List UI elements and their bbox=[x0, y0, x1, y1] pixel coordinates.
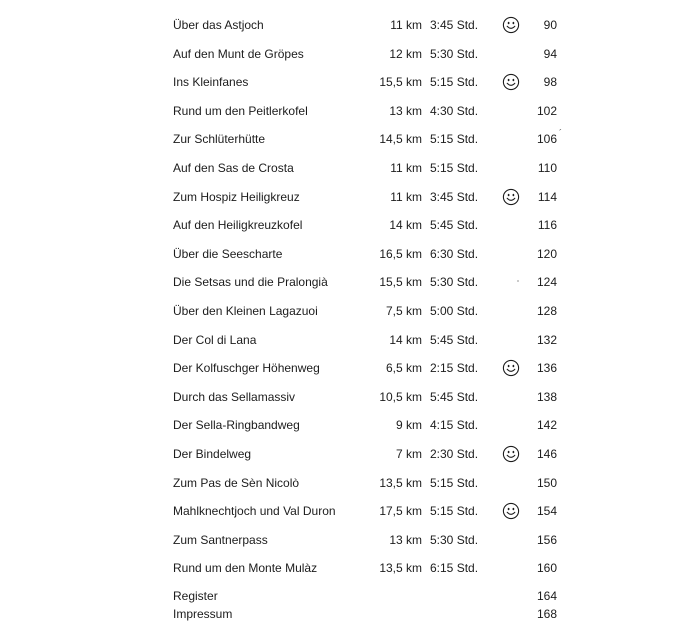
page-number: 142 bbox=[536, 418, 557, 433]
tour-title: Mahlknechtjoch und Val Duron bbox=[173, 504, 336, 519]
tour-title: Der Kolfuschger Höhenweg bbox=[173, 361, 320, 376]
tour-entry bbox=[0, 417, 673, 433]
tour-entry bbox=[0, 46, 673, 62]
tour-distance: 11 km bbox=[390, 161, 422, 175]
smiley-face-icon bbox=[502, 188, 520, 206]
page-number: 116 bbox=[537, 218, 557, 233]
tour-duration: 2:15 Std. bbox=[430, 361, 479, 376]
tour-duration: 5:30 Std. bbox=[430, 46, 479, 61]
page-number: 106 bbox=[536, 132, 557, 147]
section-title: Impressum bbox=[173, 607, 233, 621]
tour-distance: 12 km bbox=[389, 46, 422, 61]
tour-distance: 14 km bbox=[389, 332, 422, 347]
tour-duration: 5:45 Std. bbox=[430, 332, 479, 347]
tour-distance: 9 km bbox=[395, 418, 422, 433]
tour-entry bbox=[0, 560, 673, 576]
smiley-face-icon bbox=[502, 359, 520, 377]
tour-distance: 13 km bbox=[389, 532, 422, 547]
tour-distance: 7 km bbox=[395, 447, 422, 461]
page-number: 146 bbox=[536, 447, 557, 461]
page-number: 138 bbox=[536, 389, 557, 404]
page-number: 90 bbox=[543, 18, 557, 32]
tour-distance: 13,5 km bbox=[379, 561, 422, 576]
page-number: 160 bbox=[536, 561, 557, 576]
tour-distance: 11 km bbox=[390, 189, 422, 204]
tour-title: Rund um den Peitlerkofel bbox=[173, 103, 308, 118]
page-number: 168 bbox=[536, 607, 557, 621]
tour-title: Auf den Munt de Gröpes bbox=[173, 46, 304, 61]
tour-title: Durch das Sellamassiv bbox=[173, 389, 296, 404]
tour-distance: 14 km bbox=[389, 218, 422, 233]
section-title: Register bbox=[173, 589, 218, 603]
tour-duration: 5:00 Std. bbox=[430, 304, 479, 318]
tour-duration: 5:45 Std. bbox=[430, 218, 479, 233]
tour-distance: 15,5 km bbox=[379, 75, 422, 90]
smiley-face-icon bbox=[502, 16, 520, 34]
page-number: 164 bbox=[536, 589, 557, 603]
page-number: 94 bbox=[543, 46, 557, 61]
tour-entry bbox=[0, 503, 673, 519]
back-matter-entry bbox=[0, 588, 673, 604]
tour-duration: 4:15 Std. bbox=[430, 418, 479, 433]
page-number: 102 bbox=[536, 103, 557, 118]
tour-duration: 4:30 Std. bbox=[430, 103, 479, 118]
page-number: 150 bbox=[536, 475, 557, 490]
tour-entry bbox=[0, 532, 673, 548]
tour-entry bbox=[0, 103, 673, 119]
tour-title: Der Col di Lana bbox=[173, 332, 257, 347]
tour-duration: 5:15 Std. bbox=[430, 161, 479, 175]
page-number: 156 bbox=[536, 532, 557, 547]
tour-title: Über das Astjoch bbox=[173, 18, 264, 32]
tour-duration: 5:30 Std. bbox=[430, 532, 479, 547]
page-number: 128 bbox=[536, 304, 557, 318]
tour-distance: 14,5 km bbox=[379, 132, 422, 147]
tour-title: Über den Kleinen Lagazuoi bbox=[173, 304, 318, 318]
tour-distance: 13,5 km bbox=[379, 475, 422, 490]
tour-duration: 3:45 Std. bbox=[430, 189, 479, 204]
tour-title: Ins Kleinfanes bbox=[173, 75, 249, 90]
tour-duration: 5:45 Std. bbox=[430, 389, 479, 404]
tour-title: Die Setsas und die Pralongià bbox=[173, 275, 328, 290]
tour-title: Über die Seescharte bbox=[173, 246, 283, 261]
tour-duration: 5:15 Std. bbox=[430, 475, 479, 490]
tour-entry bbox=[0, 360, 673, 376]
tour-entry bbox=[0, 74, 673, 90]
smiley-face-icon bbox=[502, 73, 520, 91]
scan-mark: ´ bbox=[559, 128, 562, 139]
tour-title: Zum Pas de Sèn Nicolò bbox=[173, 475, 300, 490]
page-number: 136 bbox=[536, 361, 557, 376]
tour-distance: 13 km bbox=[389, 103, 422, 118]
tour-duration: 2:30 Std. bbox=[430, 447, 479, 461]
tour-entry bbox=[0, 446, 673, 462]
tour-entry bbox=[0, 246, 673, 262]
page-number: 124 bbox=[536, 275, 557, 290]
tour-distance: 7,5 km bbox=[385, 304, 422, 318]
tour-title: Der Bindelweg bbox=[173, 447, 252, 461]
smiley-face-icon bbox=[502, 445, 520, 463]
tour-duration: 3:45 Std. bbox=[430, 18, 479, 32]
tour-distance: 15,5 km bbox=[379, 275, 422, 290]
tour-duration: 6:30 Std. bbox=[430, 246, 479, 261]
tour-entry bbox=[0, 274, 673, 290]
tour-title: Zum Hospiz Heiligkreuz bbox=[173, 189, 300, 204]
page-number: 98 bbox=[543, 75, 557, 90]
tour-distance: 10,5 km bbox=[379, 389, 422, 404]
tour-title: Rund um den Monte Mulàz bbox=[173, 561, 318, 576]
tour-title: Auf den Sas de Crosta bbox=[173, 161, 294, 175]
tour-duration: 5:15 Std. bbox=[430, 504, 479, 519]
tour-distance: 17,5 km bbox=[379, 504, 422, 519]
tour-distance: 6,5 km bbox=[385, 361, 422, 376]
tour-entry bbox=[0, 389, 673, 405]
tour-distance: 11 km bbox=[390, 18, 422, 32]
tour-title: Zum Santnerpass bbox=[173, 532, 268, 547]
page-number: 154 bbox=[536, 504, 557, 519]
tour-entry bbox=[0, 17, 673, 33]
tour-entry bbox=[0, 332, 673, 348]
tour-entry bbox=[0, 475, 673, 491]
tour-entry bbox=[0, 217, 673, 233]
back-matter-entry bbox=[0, 606, 673, 622]
scan-dot bbox=[517, 280, 519, 282]
tour-title: Zur Schlüterhütte bbox=[173, 132, 266, 147]
tour-entry bbox=[0, 128, 673, 147]
tour-title: Der Sella-Ringbandweg bbox=[173, 418, 300, 433]
tour-duration: 6:15 Std. bbox=[430, 561, 479, 576]
page-number: 120 bbox=[536, 246, 557, 261]
page-number: 114 bbox=[537, 189, 557, 204]
tour-entry bbox=[0, 160, 673, 176]
page-number: 110 bbox=[537, 161, 557, 175]
tour-entry bbox=[0, 303, 673, 319]
tour-entry bbox=[0, 189, 673, 205]
tour-duration: 5:15 Std. bbox=[430, 75, 479, 90]
smiley-face-icon bbox=[502, 502, 520, 520]
tour-title: Auf den Heiligkreuzkofel bbox=[173, 218, 303, 233]
tour-duration: 5:30 Std. bbox=[430, 275, 479, 290]
page-number: 132 bbox=[536, 332, 557, 347]
tour-duration: 5:15 Std. bbox=[430, 132, 479, 147]
tour-distance: 16,5 km bbox=[379, 246, 422, 261]
